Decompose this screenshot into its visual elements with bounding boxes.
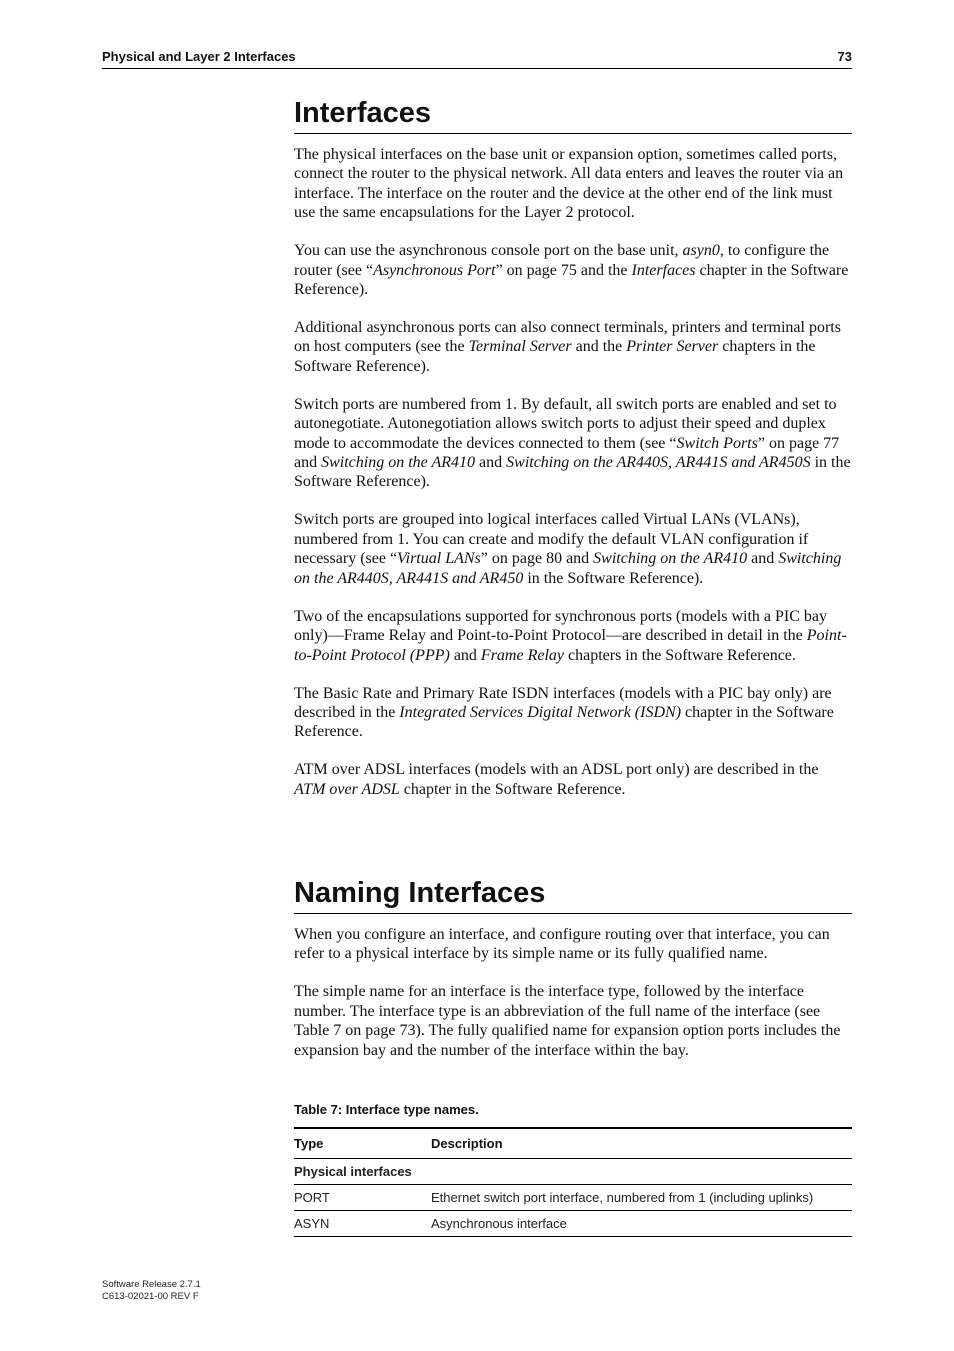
- italic-reference: asyn0: [682, 242, 720, 260]
- italic-reference: Switch Ports: [676, 434, 758, 452]
- paragraph-text: , to configure the router (see “: [294, 242, 830, 279]
- running-header: [102, 48, 852, 69]
- paragraph-text: The Basic Rate and Primary Rate ISDN interfaces (models with a PIC bay only) are described in the: [294, 684, 832, 721]
- paragraph-text: Switch ports are grouped into logical interfaces called Virtual LANs (VLANs), numbered from 1. You can create and modify the default VLAN configuration if necessary (see “: [294, 511, 809, 568]
- italic-reference: Point-to-Point Protocol (PPP): [294, 627, 847, 664]
- paragraph-text: and the: [571, 338, 627, 356]
- paragraph-text: ” on page 80 and: [480, 550, 594, 568]
- section-title: Interfaces: [294, 96, 852, 134]
- body-paragraph: [294, 982, 852, 1060]
- italic-reference: ATM over ADSL: [294, 780, 400, 798]
- interface-type-cell: PORT: [294, 1189, 330, 1205]
- section-body: [294, 145, 852, 799]
- page-footer: [102, 1279, 201, 1303]
- paragraph-text: The simple name for an interface is the interface type, followed by the interface number. The interface type is an abbreviation of the full name of the interface (see Table 7 on page 73). The fully qualified name for expansion option ports includes the expansion bay and the number of the interface within the bay.: [294, 983, 841, 1059]
- body-paragraph: [294, 607, 852, 665]
- paragraph-text: in the Software Reference).: [294, 454, 851, 491]
- table-group-label: Physical interfaces: [294, 1163, 412, 1179]
- italic-reference: Printer Server: [626, 338, 719, 356]
- interface-type-cell: ASYN: [294, 1215, 330, 1231]
- body-paragraph: [294, 318, 852, 376]
- paragraph-text: ATM over ADSL interfaces (models with an ADSL port only) are described in the: [294, 761, 819, 779]
- paragraph-text: and: [475, 454, 507, 472]
- table-header-row: [294, 1128, 852, 1158]
- italic-reference: Asynchronous Port: [373, 261, 496, 279]
- body-paragraph: [294, 145, 852, 223]
- italic-reference: Switching on the AR410: [593, 550, 748, 568]
- paragraph-text: ” on page 75 and the: [495, 261, 632, 279]
- column-header-type: Type: [294, 1135, 324, 1151]
- section-title: Naming Interfaces: [294, 876, 852, 914]
- header-page-number: 73: [837, 49, 852, 64]
- paragraph-text: Two of the encapsulations supported for synchronous ports (models with a PIC bay only)—Frame Relay and Point-to-Point Protocol—are described in detail in the: [294, 607, 828, 645]
- paragraph-text: chapter in the Software Reference.: [399, 780, 626, 798]
- interface-description-cell: Asynchronous interface: [431, 1215, 567, 1231]
- footer-doc-code: C613-02021-00 REV F: [102, 1291, 199, 1302]
- header-section-title: Physical and Layer 2 Interfaces: [102, 49, 296, 64]
- table-caption: Table 7: Interface type names.: [294, 1102, 479, 1117]
- italic-reference: Virtual LANs: [397, 550, 481, 568]
- paragraph-text: in the Software Reference).: [523, 569, 704, 587]
- body-paragraph: [294, 241, 852, 299]
- interface-type-table: [294, 1127, 852, 1237]
- body-paragraph: [294, 395, 852, 492]
- italic-reference: Frame Relay: [480, 646, 564, 664]
- section-naming-interfaces: [294, 876, 852, 1079]
- italic-reference: Interfaces: [631, 261, 696, 279]
- footer-release: Software Release 2.7.1: [102, 1279, 201, 1290]
- paragraph-text: chapters in the Software Reference).: [294, 338, 816, 375]
- paragraph-text: and: [449, 646, 481, 664]
- interface-description-cell: Ethernet switch port interface, numbered from 1 (including uplinks): [431, 1189, 814, 1205]
- section-interfaces: [294, 96, 852, 818]
- column-header-description: Description: [431, 1135, 503, 1151]
- paragraph-text: Switch ports are numbered from 1. By default, all switch ports are enabled and set to autonegotiate. Autonegotiation allows switch ports to adjust their speed and duplex mode to accommodate the devices connected to them (see “: [294, 395, 837, 452]
- italic-reference: Switching on the AR410: [321, 454, 476, 472]
- section-body: [294, 925, 852, 1060]
- paragraph-text: Additional asynchronous ports can also connect terminals, printers and terminal ports on host computers (see the: [294, 319, 841, 356]
- paragraph-text: The physical interfaces on the base unit or expansion option, sometimes called ports, connect the router to the physical network. All data enters and leaves the router via an interface. The interface on the router and the device at the other end of the link must use the same encapsulations for the Layer 2 protocol.: [294, 146, 844, 222]
- paragraph-text: chapters in the Software Reference.: [564, 646, 796, 664]
- body-paragraph: [294, 925, 852, 964]
- italic-reference: Integrated Services Digital Network (ISDN): [399, 703, 682, 721]
- paragraph-text: chapter in the Software Reference.: [294, 703, 834, 741]
- table-group-row: [294, 1158, 852, 1184]
- paragraph-text: ” on page 77 and: [294, 434, 840, 472]
- italic-reference: Terminal Server: [468, 338, 572, 356]
- table-row: [294, 1184, 852, 1210]
- paragraph-text: chapter in the Software Reference).: [294, 261, 849, 299]
- body-paragraph: [294, 684, 852, 742]
- body-paragraph: [294, 510, 852, 588]
- paragraph-text: When you configure an interface, and configure routing over that interface, you can refer to a physical interface by its simple name or its fully qualified name.: [294, 926, 830, 963]
- body-paragraph: [294, 760, 852, 799]
- paragraph-text: and: [747, 550, 779, 568]
- table-row: [294, 1210, 852, 1236]
- italic-reference: Switching on the AR440S, AR441S and AR450S: [506, 454, 811, 472]
- paragraph-text: You can use the asynchronous console port on the base unit,: [294, 242, 683, 260]
- italic-reference: Switching on the AR440S, AR441S and AR450: [294, 550, 842, 587]
